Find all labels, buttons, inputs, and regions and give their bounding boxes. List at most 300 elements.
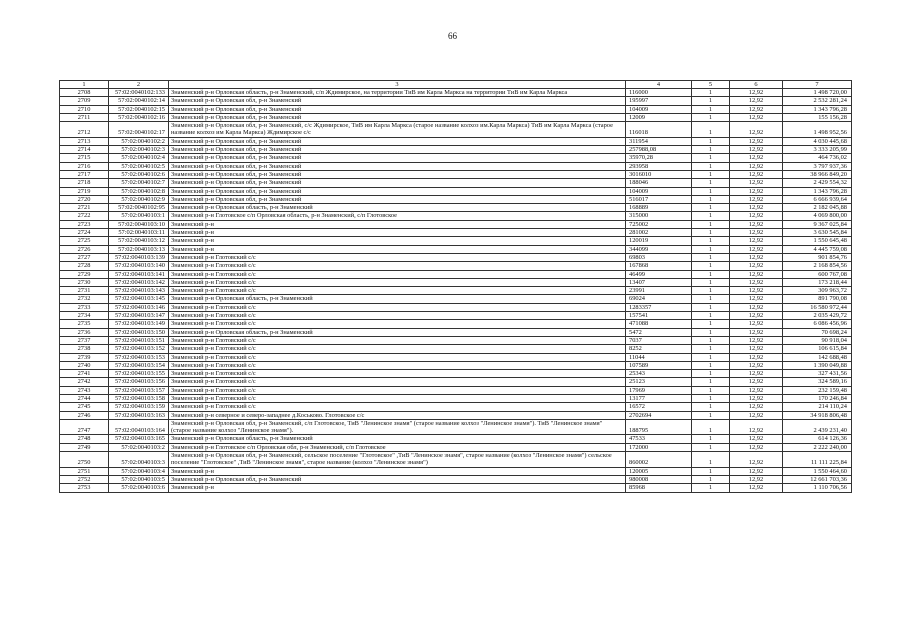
count-cell: 1 (692, 278, 730, 286)
count-cell: 1 (692, 361, 730, 369)
value-cell: 1 390 049,88 (783, 361, 852, 369)
count-cell: 1 (692, 262, 730, 270)
area-cell: 293958 (626, 162, 692, 170)
count-cell: 1 (692, 320, 730, 328)
row-number-cell: 2751 (60, 467, 109, 475)
location-cell: Знаменский р-н Глотовский с/с (169, 394, 626, 402)
row-number-cell: 2739 (60, 353, 109, 361)
rate-cell: 12,92 (730, 467, 783, 475)
count-cell: 1 (692, 394, 730, 402)
value-cell: 142 688,48 (783, 353, 852, 361)
location-cell: Знаменский р-н Орловская область, р-н Знаменский (169, 204, 626, 212)
value-cell: 1 550 645,48 (783, 237, 852, 245)
count-cell: 1 (692, 137, 730, 145)
value-cell: 34 918 806,48 (783, 411, 852, 419)
rate-cell: 12,92 (730, 312, 783, 320)
cadastral-number-cell: 57:02:0040102:16 (109, 113, 169, 121)
value-cell: 2 532 281,24 (783, 97, 852, 105)
count-cell: 1 (692, 295, 730, 303)
count-cell: 1 (692, 212, 730, 220)
count-cell: 1 (692, 403, 730, 411)
area-cell: 2702694 (626, 411, 692, 419)
rate-cell: 12,92 (730, 179, 783, 187)
location-cell: Знаменский р-н Глотовский с/с (169, 303, 626, 311)
column-header: 6 (730, 81, 783, 89)
row-number-cell: 2745 (60, 403, 109, 411)
rate-cell: 12,92 (730, 122, 783, 138)
rate-cell: 12,92 (730, 262, 783, 270)
count-cell: 1 (692, 378, 730, 386)
cadastral-number-cell: 57:02:0040102:6 (109, 170, 169, 178)
rate-cell: 12,92 (730, 403, 783, 411)
area-cell: 195997 (626, 97, 692, 105)
value-cell: 3 797 937,36 (783, 162, 852, 170)
area-cell: 25343 (626, 370, 692, 378)
row-number-cell: 2711 (60, 113, 109, 121)
cadastral-number-cell: 57:02:0040103:153 (109, 353, 169, 361)
row-number-cell: 2708 (60, 89, 109, 97)
location-cell: Знаменский р-н (169, 467, 626, 475)
cadastral-number-cell: 57:02:0040103:164 (109, 419, 169, 435)
row-number-cell: 2743 (60, 386, 109, 394)
rate-cell: 12,92 (730, 378, 783, 386)
row-number-cell: 2733 (60, 303, 109, 311)
table-row (60, 295, 852, 303)
row-number-cell: 2735 (60, 320, 109, 328)
rate-cell: 12,92 (730, 170, 783, 178)
location-cell: Знаменский р-н Орловская обл, р-н Знаменский (169, 137, 626, 145)
row-number-cell: 2746 (60, 411, 109, 419)
table-row (60, 170, 852, 178)
rate-cell: 12,92 (730, 386, 783, 394)
row-number-cell: 2742 (60, 378, 109, 386)
location-cell: Знаменский р-н (169, 229, 626, 237)
table-row (60, 443, 852, 451)
location-cell: Знаменский р-н Глотовское с/п Орловская обл, р-н Знаменский, с/п Глотовское (169, 443, 626, 451)
value-cell: 614 126,36 (783, 435, 852, 443)
cadastral-number-cell: 57:02:0040103:2 (109, 443, 169, 451)
count-cell: 1 (692, 146, 730, 154)
table-row (60, 187, 852, 195)
table-row (60, 484, 852, 492)
rate-cell: 12,92 (730, 328, 783, 336)
cadastral-number-cell: 57:02:0040103:145 (109, 295, 169, 303)
area-cell: 25123 (626, 378, 692, 386)
table-row (60, 435, 852, 443)
row-number-cell: 2748 (60, 435, 109, 443)
location-cell: Знаменский р-н Глотовский с/с (169, 378, 626, 386)
location-cell: Знаменский р-н Орловская обл, р-н Знаменский, сельское поселение "Глотовское" ,ТиВ "Ленинское знамя", старое название (колхоз "Ленинское знамя") сельское поселение "Глотовское" ,ТиВ "Ленинское знамя", старое название (колхоз "Ленинское знамя") (169, 452, 626, 468)
row-number-cell: 2713 (60, 137, 109, 145)
table-row (60, 394, 852, 402)
area-cell: 69803 (626, 253, 692, 261)
cadastral-number-cell: 57:02:0040103:149 (109, 320, 169, 328)
value-cell: 2 182 045,88 (783, 204, 852, 212)
location-cell: Знаменский р-н Орловская обл, р-н Знаменский (169, 97, 626, 105)
row-number-cell: 2737 (60, 336, 109, 344)
cadastral-number-cell: 57:02:0040103:151 (109, 336, 169, 344)
rate-cell: 12,92 (730, 361, 783, 369)
value-cell: 11 111 225,84 (783, 452, 852, 468)
row-number-cell: 2752 (60, 475, 109, 483)
value-cell: 16 580 972,44 (783, 303, 852, 311)
value-cell: 2 222 240,00 (783, 443, 852, 451)
count-cell: 1 (692, 475, 730, 483)
rate-cell: 12,92 (730, 435, 783, 443)
value-cell: 6 086 456,96 (783, 320, 852, 328)
cadastral-table (59, 80, 852, 493)
column-header: 1 (60, 81, 109, 89)
count-cell: 1 (692, 303, 730, 311)
table-row (60, 105, 852, 113)
count-cell: 1 (692, 195, 730, 203)
area-cell: 7037 (626, 336, 692, 344)
location-cell: Знаменский р-н Глотовский с/с (169, 370, 626, 378)
area-cell: 23991 (626, 287, 692, 295)
column-header: 5 (692, 81, 730, 89)
table-row (60, 452, 852, 468)
row-number-cell: 2744 (60, 394, 109, 402)
count-cell: 1 (692, 204, 730, 212)
row-number-cell: 2714 (60, 146, 109, 154)
table-row (60, 212, 852, 220)
area-cell: 16572 (626, 403, 692, 411)
value-cell: 4 030 445,68 (783, 137, 852, 145)
location-cell: Знаменский р-н Орловская обл, р-н Знаменский, с/с Ждимирское, ТиВ им Карла Маркса (старое название колхоз им.Карла Маркса) ТиВ им Карла Маркса (старое название колхоз им Карла Маркса) Ждимирское с/с (169, 122, 626, 138)
value-cell: 891 790,08 (783, 295, 852, 303)
count-cell: 1 (692, 97, 730, 105)
location-cell: Знаменский р-н Орловская обл, р-н Знаменский (169, 475, 626, 483)
table-row (60, 345, 852, 353)
rate-cell: 12,92 (730, 484, 783, 492)
value-cell: 2 035 429,72 (783, 312, 852, 320)
column-header: 3 (169, 81, 626, 89)
count-cell: 1 (692, 386, 730, 394)
location-cell: Знаменский р-н Глотовское с/п Орловская область, р-н Знаменский, с/п Глотовское (169, 212, 626, 220)
rate-cell: 12,92 (730, 146, 783, 154)
value-cell: 1 110 706,56 (783, 484, 852, 492)
table-row (60, 137, 852, 145)
rate-cell: 12,92 (730, 187, 783, 195)
rate-cell: 12,92 (730, 295, 783, 303)
count-cell: 1 (692, 187, 730, 195)
value-cell: 327 431,56 (783, 370, 852, 378)
cadastral-number-cell: 57:02:0040103:156 (109, 378, 169, 386)
cadastral-number-cell: 57:02:0040103:1 (109, 212, 169, 220)
value-cell: 90 918,04 (783, 336, 852, 344)
rate-cell: 12,92 (730, 353, 783, 361)
rate-cell: 12,92 (730, 204, 783, 212)
count-cell: 1 (692, 370, 730, 378)
cadastral-number-cell: 57:02:0040102:14 (109, 97, 169, 105)
cadastral-number-cell: 57:02:0040103:139 (109, 253, 169, 261)
location-cell: Знаменский р-н Глотовский с/с (169, 312, 626, 320)
location-cell: Знаменский р-н Глотовский с/с (169, 336, 626, 344)
area-cell: 120005 (626, 467, 692, 475)
table-row (60, 229, 852, 237)
area-cell: 46499 (626, 270, 692, 278)
count-cell: 1 (692, 336, 730, 344)
header-row (60, 81, 852, 89)
area-cell: 172000 (626, 443, 692, 451)
rate-cell: 12,92 (730, 394, 783, 402)
area-cell: 17969 (626, 386, 692, 394)
row-number-cell: 2722 (60, 212, 109, 220)
area-cell: 3016010 (626, 170, 692, 178)
count-cell: 1 (692, 287, 730, 295)
table-row (60, 154, 852, 162)
count-cell: 1 (692, 229, 730, 237)
location-cell: Знаменский р-н Глотовский с/с (169, 403, 626, 411)
cadastral-number-cell: 57:02:0040103:11 (109, 229, 169, 237)
count-cell: 1 (692, 113, 730, 121)
table-row (60, 270, 852, 278)
location-cell: Знаменский р-н Орловская обл, р-н Знаменский, с/п Глотовское, ТиВ "Ленинское знамя" (старое название колхоз "Ленинское знамя"). ТиВ "Ленинское знамя" (старое название колхоз "Ленинское знамя"). (169, 419, 626, 435)
row-number-cell: 2726 (60, 245, 109, 253)
value-cell: 155 156,28 (783, 113, 852, 121)
area-cell: 35970,28 (626, 154, 692, 162)
table-body (60, 89, 852, 493)
table-row (60, 179, 852, 187)
value-cell: 1 343 796,28 (783, 187, 852, 195)
area-cell: 5472 (626, 328, 692, 336)
row-number-cell: 2749 (60, 443, 109, 451)
location-cell: Знаменский р-н Глотовский с/с (169, 253, 626, 261)
location-cell: Знаменский р-н Орловская обл, р-н Знаменский (169, 170, 626, 178)
row-number-cell: 2709 (60, 97, 109, 105)
rate-cell: 12,92 (730, 320, 783, 328)
location-cell: Знаменский р-н Орловская обл, р-н Знаменский (169, 162, 626, 170)
row-number-cell: 2750 (60, 452, 109, 468)
rate-cell: 12,92 (730, 245, 783, 253)
count-cell: 1 (692, 328, 730, 336)
cadastral-number-cell: 57:02:0040103:152 (109, 345, 169, 353)
value-cell: 2 168 854,56 (783, 262, 852, 270)
value-cell: 70 698,24 (783, 328, 852, 336)
value-cell: 173 218,44 (783, 278, 852, 286)
area-cell: 315000 (626, 212, 692, 220)
cadastral-number-cell: 57:02:0040103:12 (109, 237, 169, 245)
cadastral-number-cell: 57:02:0040103:158 (109, 394, 169, 402)
table-row (60, 386, 852, 394)
location-cell: Знаменский р-н северное и северо-западнее д.Коськово. Глотовское с/с (169, 411, 626, 419)
row-number-cell: 2734 (60, 312, 109, 320)
area-cell: 188046 (626, 179, 692, 187)
location-cell: Знаменский р-н Орловская обл, р-н Знаменский (169, 179, 626, 187)
area-cell: 281002 (626, 229, 692, 237)
cadastral-number-cell: 57:02:0040103:13 (109, 245, 169, 253)
area-cell: 471088 (626, 320, 692, 328)
area-cell: 104009 (626, 187, 692, 195)
count-cell: 1 (692, 154, 730, 162)
table-row (60, 411, 852, 419)
cadastral-number-cell: 57:02:0040103:141 (109, 270, 169, 278)
cadastral-number-cell: 57:02:0040103:3 (109, 452, 169, 468)
rate-cell: 12,92 (730, 212, 783, 220)
cadastral-number-cell: 57:02:0040102:7 (109, 179, 169, 187)
count-cell: 1 (692, 270, 730, 278)
cadastral-number-cell: 57:02:0040103:157 (109, 386, 169, 394)
cadastral-number-cell: 57:02:0040102:95 (109, 204, 169, 212)
rate-cell: 12,92 (730, 452, 783, 468)
area-cell: 311954 (626, 137, 692, 145)
rate-cell: 12,92 (730, 89, 783, 97)
row-number-cell: 2721 (60, 204, 109, 212)
location-cell: Знаменский р-н Глотовский с/с (169, 278, 626, 286)
area-cell: 168889 (626, 204, 692, 212)
rate-cell: 12,92 (730, 229, 783, 237)
value-cell: 3 333 205,99 (783, 146, 852, 154)
rate-cell: 12,92 (730, 475, 783, 483)
row-number-cell: 2725 (60, 237, 109, 245)
area-cell: 8252 (626, 345, 692, 353)
location-cell: Знаменский р-н Глотовский с/с (169, 353, 626, 361)
count-cell: 1 (692, 179, 730, 187)
value-cell: 4 445 759,08 (783, 245, 852, 253)
area-cell: 69024 (626, 295, 692, 303)
area-cell: 104009 (626, 105, 692, 113)
cadastral-number-cell: 57:02:0040103:163 (109, 411, 169, 419)
area-cell: 107589 (626, 361, 692, 369)
cadastral-number-cell: 57:02:0040102:2 (109, 137, 169, 145)
column-header: 4 (626, 81, 692, 89)
area-cell: 980008 (626, 475, 692, 483)
rate-cell: 12,92 (730, 113, 783, 121)
area-cell: 157541 (626, 312, 692, 320)
rate-cell: 12,92 (730, 105, 783, 113)
cadastral-number-cell: 57:02:0040103:5 (109, 475, 169, 483)
area-cell: 1283357 (626, 303, 692, 311)
table-row (60, 287, 852, 295)
count-cell: 1 (692, 443, 730, 451)
table-row (60, 403, 852, 411)
location-cell: Знаменский р-н Орловская область, р-н Знаменский (169, 328, 626, 336)
row-number-cell: 2736 (60, 328, 109, 336)
row-number-cell: 2727 (60, 253, 109, 261)
cadastral-number-cell: 57:02:0040103:4 (109, 467, 169, 475)
cadastral-number-cell: 57:02:0040102:8 (109, 187, 169, 195)
page-number: 66 (448, 31, 457, 41)
table-row (60, 204, 852, 212)
value-cell: 9 367 025,84 (783, 220, 852, 228)
location-cell: Знаменский р-н Орловская обл, р-н Знаменский (169, 195, 626, 203)
area-cell: 257988,08 (626, 146, 692, 154)
row-number-cell: 2753 (60, 484, 109, 492)
table-row (60, 89, 852, 97)
value-cell: 170 246,84 (783, 394, 852, 402)
table-row (60, 253, 852, 261)
rate-cell: 12,92 (730, 137, 783, 145)
cadastral-number-cell: 57:02:0040103:140 (109, 262, 169, 270)
cadastral-number-cell: 57:02:0040103:10 (109, 220, 169, 228)
table-row (60, 353, 852, 361)
rate-cell: 12,92 (730, 237, 783, 245)
cadastral-number-cell: 57:02:0040103:159 (109, 403, 169, 411)
table-row (60, 320, 852, 328)
value-cell: 3 630 545,84 (783, 229, 852, 237)
table-row (60, 220, 852, 228)
value-cell: 4 069 800,00 (783, 212, 852, 220)
count-cell: 1 (692, 253, 730, 261)
cadastral-number-cell: 57:02:0040103:146 (109, 303, 169, 311)
row-number-cell: 2717 (60, 170, 109, 178)
table-row (60, 262, 852, 270)
area-cell: 47533 (626, 435, 692, 443)
row-number-cell: 2747 (60, 419, 109, 435)
value-cell: 2 429 554,32 (783, 179, 852, 187)
row-number-cell: 2730 (60, 278, 109, 286)
area-cell: 167868 (626, 262, 692, 270)
cadastral-number-cell: 57:02:0040102:5 (109, 162, 169, 170)
row-number-cell: 2715 (60, 154, 109, 162)
cadastral-number-cell: 57:02:0040102:17 (109, 122, 169, 138)
rate-cell: 12,92 (730, 336, 783, 344)
count-cell: 1 (692, 89, 730, 97)
value-cell: 214 110,24 (783, 403, 852, 411)
row-number-cell: 2732 (60, 295, 109, 303)
count-cell: 1 (692, 435, 730, 443)
location-cell: Знаменский р-н Орловская обл, р-н Знаменский (169, 105, 626, 113)
row-number-cell: 2724 (60, 229, 109, 237)
count-cell: 1 (692, 170, 730, 178)
row-number-cell: 2731 (60, 287, 109, 295)
value-cell: 324 589,16 (783, 378, 852, 386)
area-cell: 13407 (626, 278, 692, 286)
rate-cell: 12,92 (730, 303, 783, 311)
value-cell: 309 963,72 (783, 287, 852, 295)
value-cell: 106 615,84 (783, 345, 852, 353)
location-cell: Знаменский р-н Орловская обл, р-н Знаменский (169, 146, 626, 154)
count-cell: 1 (692, 345, 730, 353)
table-row (60, 312, 852, 320)
row-number-cell: 2712 (60, 122, 109, 138)
value-cell: 1 498 720,00 (783, 89, 852, 97)
location-cell: Знаменский р-н (169, 220, 626, 228)
location-cell: Знаменский р-н Глотовский с/с (169, 320, 626, 328)
cadastral-number-cell: 57:02:0040103:143 (109, 287, 169, 295)
value-cell: 6 666 939,64 (783, 195, 852, 203)
rate-cell: 12,92 (730, 443, 783, 451)
table-row (60, 122, 852, 138)
location-cell: Знаменский р-н Орловская область, р-н Знаменский (169, 295, 626, 303)
row-number-cell: 2718 (60, 179, 109, 187)
rate-cell: 12,92 (730, 345, 783, 353)
table-row (60, 278, 852, 286)
table-row (60, 162, 852, 170)
cadastral-number-cell: 57:02:0040103:147 (109, 312, 169, 320)
table-row (60, 475, 852, 483)
cadastral-number-cell: 57:02:0040103:154 (109, 361, 169, 369)
table-row (60, 146, 852, 154)
cadastral-number-cell: 57:02:0040102:3 (109, 146, 169, 154)
count-cell: 1 (692, 353, 730, 361)
rate-cell: 12,92 (730, 419, 783, 435)
location-cell: Знаменский р-н Глотовский с/с (169, 262, 626, 270)
count-cell: 1 (692, 411, 730, 419)
table-row (60, 328, 852, 336)
rate-cell: 12,92 (730, 278, 783, 286)
location-cell: Знаменский р-н Глотовский с/с (169, 287, 626, 295)
location-cell: Знаменский р-н Глотовский с/с (169, 386, 626, 394)
count-cell: 1 (692, 484, 730, 492)
area-cell: 13177 (626, 394, 692, 402)
cadastral-number-cell: 57:02:0040103:150 (109, 328, 169, 336)
table-row (60, 361, 852, 369)
value-cell: 38 966 849,20 (783, 170, 852, 178)
value-cell: 12 661 703,36 (783, 475, 852, 483)
value-cell: 2 439 231,40 (783, 419, 852, 435)
row-number-cell: 2729 (60, 270, 109, 278)
